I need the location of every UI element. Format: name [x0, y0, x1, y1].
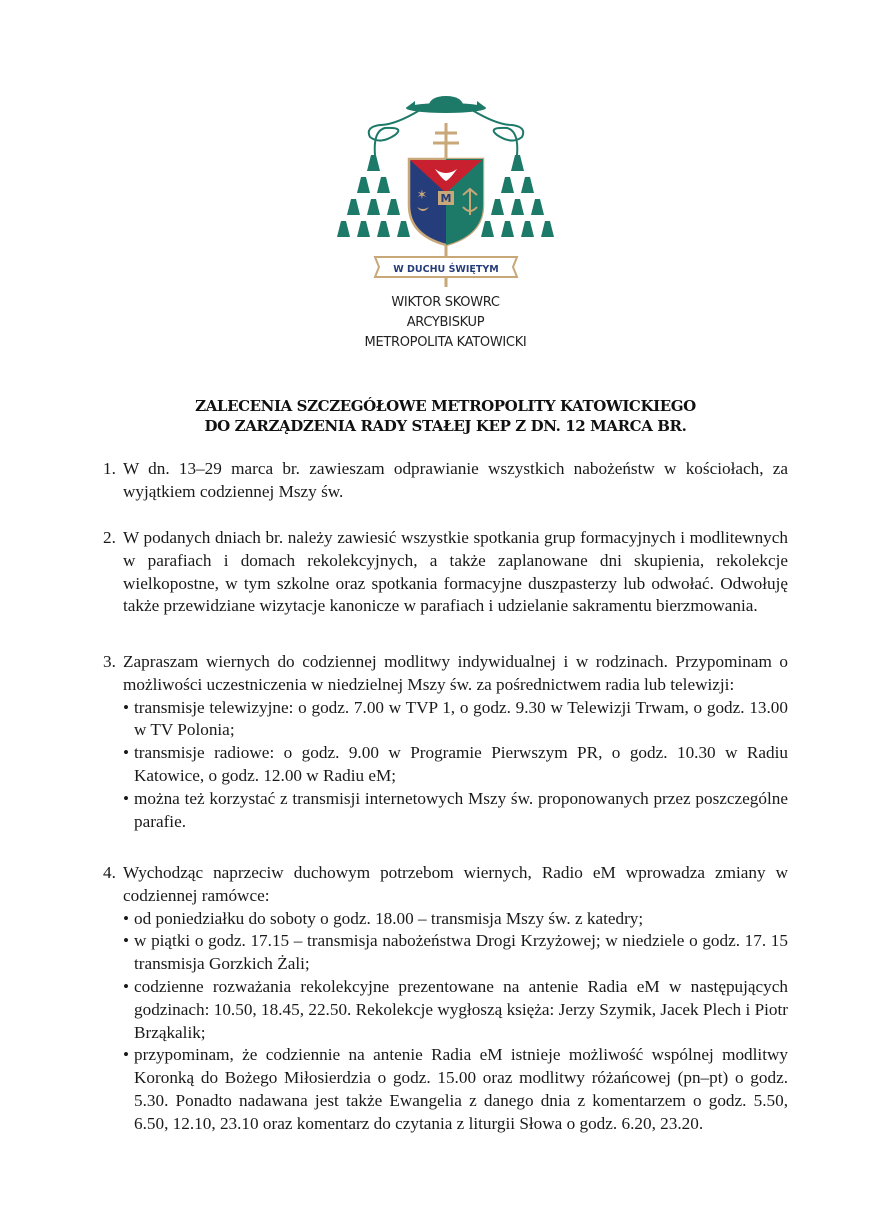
title-line-2: DO ZARZĄDZENIA RADY STAŁEJ KEP Z DN. 12 MARCA BR.: [204, 417, 687, 435]
coat-of-arms-icon: [335, 95, 557, 290]
bullet-icon: •: [123, 743, 130, 763]
author-office: METROPOLITA KATOWICKI: [364, 335, 527, 350]
bullet-icon: •: [123, 931, 130, 951]
svg-text:M: M: [440, 192, 452, 205]
list-item: [103, 651, 788, 833]
bullet-icon: •: [123, 697, 130, 717]
title-line-1: ZALECENIA SZCZEGÓŁOWE METROPOLITY KATOWICKIEGO: [195, 397, 696, 415]
bullet-list: [123, 908, 788, 1136]
author-block: [0, 293, 891, 353]
bullet-item: • transmisje radiowe: o godz. 9.00 w Programie Pierwszym PR, o godz. 10.30 w Radiu Katowice, o godz. 12.00 w Radiu eM;: [123, 743, 788, 785]
item-number: 1.: [103, 459, 116, 478]
item-number: 3.: [103, 652, 116, 671]
svg-text:✶: ✶: [416, 188, 428, 203]
bullet-icon: •: [123, 976, 130, 996]
list-item: [103, 527, 788, 618]
bullet-icon: •: [123, 1045, 130, 1065]
item-text: Wychodząc naprzeciw duchowym potrzebom wiernych, Radio eM wprowadza zmiany w codziennej ramówce:: [123, 863, 788, 905]
item-number: 2.: [103, 528, 116, 547]
bullet-icon: •: [123, 908, 130, 928]
bullet-item: • transmisje telewizyjne: o godz. 7.00 w TVP 1, o godz. 9.30 w Telewizji Trwam, o godz. 13.00 w TV Polonia;: [123, 697, 788, 740]
bullet-item: • w piątki o godz. 17.15 – transmisja nabożeństwa Drogi Krzyżowej; w niedziele o godz. 17. 15 transmisja Gorzkich Żali;: [123, 931, 788, 974]
author-rank: ARCYBISKUP: [406, 315, 485, 330]
item-number: 4.: [103, 863, 116, 882]
item-text: W dn. 13–29 marca br. zawieszam odprawianie wszystkich nabożeństw w kościołach, za wyjątkiem codziennej Mszy św.: [123, 459, 788, 501]
bullet-list: [123, 697, 788, 834]
bullet-item: • od poniedziałku do soboty o godz. 18.00 – transmisja Mszy św. z katedry;: [123, 908, 788, 931]
item-text: W podanych dniach br. należy zawiesić wszystkie spotkania grup formacyjnych i modlitewnych w parafiach i domach rekolekcyjnych, a także zaplanowane dni skupienia, rekolekcje wielkopostne, w tym szkolne oraz spotkania formacyjne duszpasterzy lub odwołać. Odwołuję także przewidziane wizytacje kanonicze w parafiach i udzielanie sakramentu bierzmowania.: [123, 528, 788, 616]
document-title: [0, 396, 891, 436]
list-item: [103, 862, 788, 1136]
bullet-item: • przypominam, że codziennie na antenie Radia eM istnieje możliwość wspólnej modlitwy Koronką do Bożego Miłosierdzia o godz. 15.00 oraz modlitwy różańcowej (pn–pt) o godz. 5.30. Ponadto nadawana jest także Ewangelia z danego dnia z komentarzem o godz. 5.50, 6.50, 12.10, 23.10 oraz komentarz do czytania z liturgii Słowa o godz. 6.20, 23.20.: [123, 1045, 788, 1133]
list-item: [103, 458, 788, 504]
item-text: Zapraszam wiernych do codziennej modlitwy indywidualnej i w rodzinach. Przypominam o możliwości uczestniczenia w niedzielnej Mszy św. za pośrednictwem radia lub telewizji:: [123, 652, 788, 694]
svg-text:W DUCHU ŚWIĘTYM: W DUCHU ŚWIĘTYM: [393, 264, 499, 275]
bullet-item: • można też korzystać z transmisji internetowych Mszy św. proponowanych przez poszczególne parafie.: [123, 788, 788, 831]
bullet-icon: •: [123, 788, 130, 808]
author-name: WIKTOR SKOWRC: [391, 295, 500, 310]
bullet-item: • codzienne rozważania rekolekcyjne prezentowane na antenie Radia eM w następujących godzinach: 10.50, 18.45, 22.50. Rekolekcje wygłoszą księża: Jerzy Szymik, Jacek Plech i Piotr Brząkalik;: [123, 976, 788, 1042]
